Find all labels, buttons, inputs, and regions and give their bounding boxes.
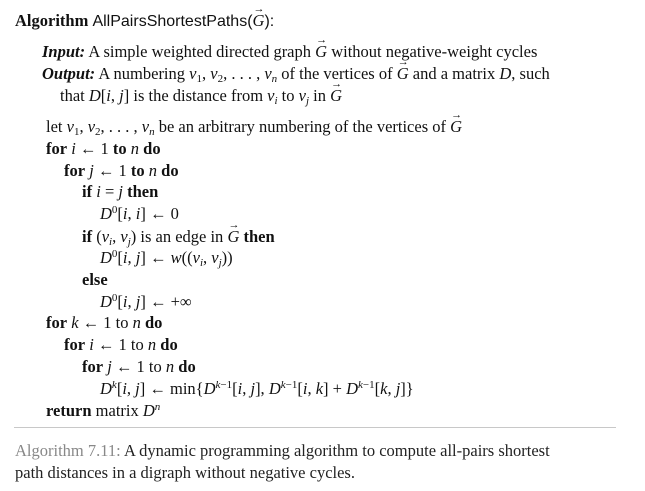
code-line-if-edge: if ($v_i$, $v_j$) is an edge in → G then <box>82 226 275 247</box>
output-line-2: that D[i, j] is the distance from $v_i$ to $v_j$ in → G <box>60 85 342 106</box>
caption-text-line2: path distances in a digraph without negative cycles. <box>15 463 355 482</box>
code-line-for-k: for k ← 1 to n do <box>46 313 163 332</box>
output-line: Output: A numbering $v_1$, $v_2$, . . . , $v_n$ of the vertices of → G and a matrix D, such <box>42 63 550 84</box>
caption-divider <box>14 427 616 428</box>
code-line-d0-inf: $D^0[i$, j] ← +∞ <box>100 292 192 311</box>
figure-caption-line2 <box>15 462 355 483</box>
code-line-else: else <box>82 270 108 289</box>
input-label: Input: <box>42 42 86 61</box>
code-line-for-i-2: for i ← 1 to n do <box>64 335 178 354</box>
code-line-for-j-1: for j ← 1 to n do <box>64 161 179 180</box>
code-line-for-i-1: for i ← 1 to n do <box>46 139 161 158</box>
code-line-for-j-2: for j ← 1 to n do <box>82 357 196 376</box>
code-line-dk-min: $D^k[i$, j] ← $\min\{D^{k-1}[i$, j], $D^{k-1}[i$, $k] + D^{k-1}[k$, j]} <box>100 379 414 398</box>
figure-caption <box>15 440 550 461</box>
code-line-d0-ii: $D^0[i$, i] ← 0 <box>100 204 179 223</box>
algorithm-name: AllPairsShortestPaths <box>92 13 248 30</box>
input-line: Input: A simple weighted directed graph → G without negative-weight cycles <box>42 41 537 62</box>
code-line-d0-weight: $D^0[i$, j] ← $w((v_i$, $v_j$)) <box>100 248 233 269</box>
output-label: Output: <box>42 64 96 83</box>
caption-label: Algorithm 7.11: <box>15 441 121 460</box>
algorithm-header: Algorithm AllPairsShortestPaths(→ G): <box>15 10 274 32</box>
algorithm-keyword: Algorithm <box>15 11 89 30</box>
code-line-return: return matrix $D^n$ <box>46 401 161 420</box>
code-line-if-i-eq-j: if i = j then <box>82 182 159 201</box>
code-line-let: let $v_1$, $v_2$, . . . , $v_n$ be an arbitrary numbering of the vertices of → G <box>46 116 462 137</box>
caption-text-line1: A dynamic programming algorithm to compute all-pairs shortest <box>123 441 550 460</box>
